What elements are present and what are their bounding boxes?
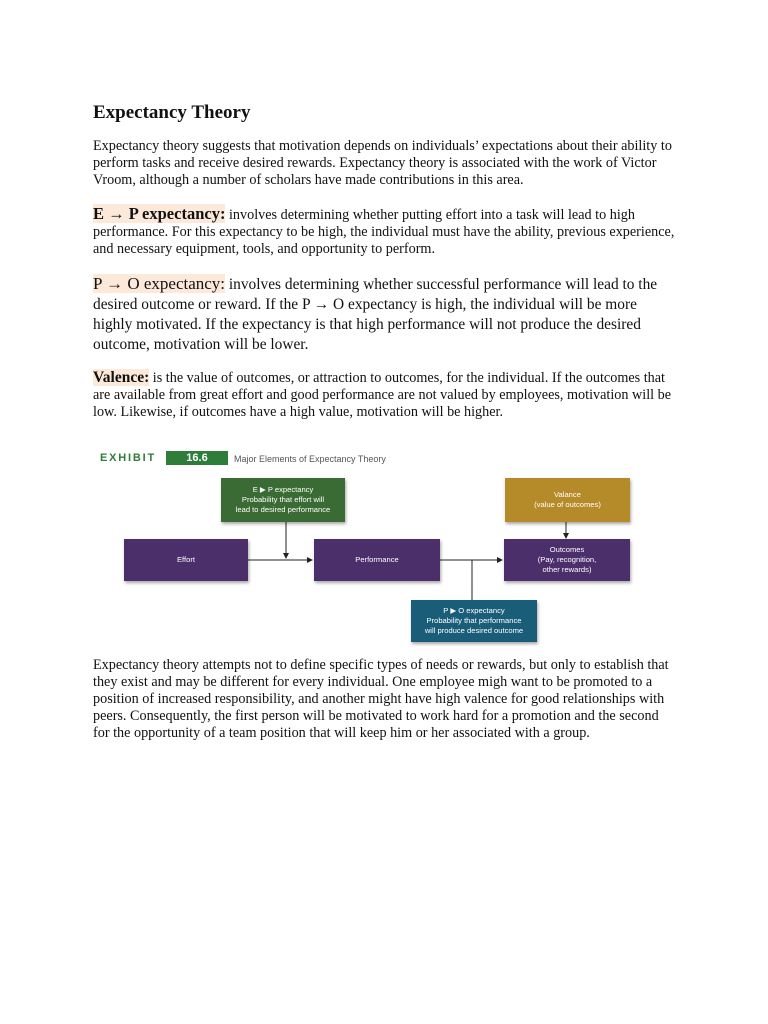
ep-term: E → P expectancy: <box>93 204 226 223</box>
exhibit-number: 16.6 <box>166 451 228 465</box>
exhibit-diagram <box>93 448 653 648</box>
page-title: Expectancy Theory <box>93 102 251 123</box>
intro-paragraph: Expectancy theory suggests that motivation depends on individuals’ expectations about their ability to perform tasks and receive desired rewards. Expectancy theory is associated with the work of Victor Vroom, although a number of scholars have made contributions in this area. <box>93 138 672 188</box>
outcomes-box: Outcomes (Pay, recognition, other rewards) <box>504 539 630 581</box>
performance-box: Performance <box>314 539 440 581</box>
exhibit-title: Major Elements of Expectancy Theory <box>234 454 386 464</box>
po-paragraph <box>93 274 678 355</box>
ep-text: involves determining whether putting effort into a task will lead to high performance. For this expectancy to be high, the individual must have the ability, previous experience, and necessary equipment, tools, and opportunity to perform. <box>93 207 675 257</box>
valence-term: Valence: <box>93 369 150 386</box>
po-term: P → O expectancy: <box>93 274 226 293</box>
valence-paragraph <box>93 369 678 421</box>
closing-paragraph: Expectancy theory attempts not to define specific types of needs or rewards, but only to establish that they exist and may be different for every individual. One employee migh want to be promoted to a position of increased responsibility, and another might have high valence for good relationships with peers. Consequently, the first person will be motivated to work hard for a promotion and the second for the opportunity of a team position that will keep him or her associated with a group. <box>93 657 669 741</box>
ep-expectancy-box: E ▶ P expectancy Probability that effort will lead to desired performance <box>221 478 345 522</box>
valence-text: is the value of outcomes, or attraction to outcomes, for the individual. If the outcomes that are available from great effort and good performance are not valued by employees, motivation will be low. Likewise, if outcomes have a high value, motivation will be higher. <box>93 370 672 420</box>
ep-paragraph <box>93 205 678 258</box>
po-text: involves determining whether successful performance will lead to the desired outcome or reward. If the P → O expectancy is high, the individual will be more highly motivated. If the expectancy is that high performance will not produce the desired outcome, motivation will be lower. <box>93 276 658 353</box>
valance-box: Valance (value of outcomes) <box>505 478 630 522</box>
exhibit-label: EXHIBIT <box>100 452 156 464</box>
po-expectancy-box: P ▶ O expectancy Probability that performance will produce desired outcome <box>411 600 537 642</box>
effort-box: Effort <box>124 539 248 581</box>
